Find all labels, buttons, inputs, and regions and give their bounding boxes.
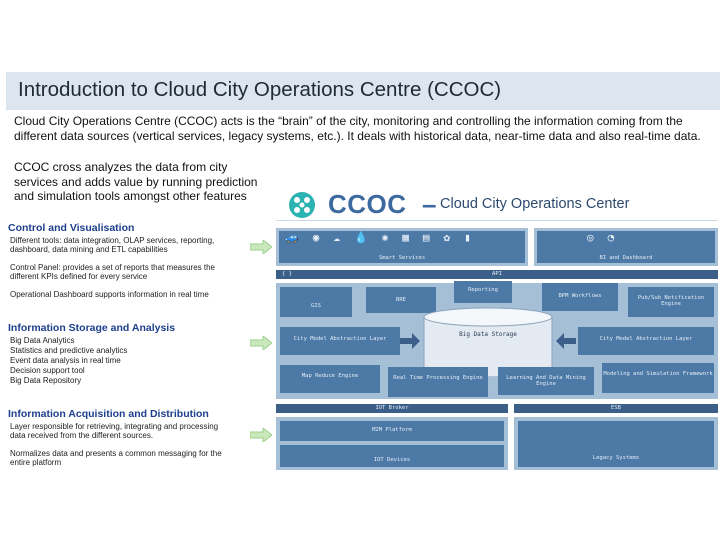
title-bar xyxy=(6,68,720,110)
section-item: Layer responsible for retrieving, integrating and processing data received from the different sources. xyxy=(10,422,219,440)
big-data-label: Big Data Storage xyxy=(459,331,517,338)
pubsub-box: Pub/Sub Notification Engine xyxy=(628,287,714,317)
grid-icon: ▦ xyxy=(402,231,409,244)
cma-right-box: City Model Abstraction Layer xyxy=(578,327,714,355)
bulb-icon: ✺ xyxy=(381,231,389,244)
diagram-header xyxy=(276,188,718,221)
m2m-box: M2M Platform xyxy=(280,421,504,441)
right-arrow-icon xyxy=(250,240,272,254)
legacy-panel xyxy=(514,417,718,470)
api-bar xyxy=(276,270,718,279)
iot-devices-box: IOT Devices xyxy=(280,445,504,467)
service-icons xyxy=(285,231,471,244)
section-item: Statistics and predictive analytics xyxy=(10,346,128,355)
section-item: Big Data Repository xyxy=(10,376,82,385)
slide-title: Introduction to Cloud City Operations Centre (CCOC) xyxy=(18,78,502,101)
braces-icon: { } xyxy=(282,271,292,277)
right-arrow-icon xyxy=(250,428,272,442)
bi-label: BI and Dashboard xyxy=(599,255,653,261)
plant-icon: ✿ xyxy=(443,231,451,244)
intro-paragraph-2: CCOC cross analyzes the data from city services and adds value by running prediction and simulation tools amongst other features xyxy=(14,160,258,203)
section-heading-control: Control and Visualisation xyxy=(8,222,135,234)
section-heading-acquisition: Information Acquisition and Distribution xyxy=(8,408,209,420)
bi-box xyxy=(537,231,715,263)
police-icon: ◉ xyxy=(312,231,320,244)
brand-subtitle: Cloud City Operations Center xyxy=(440,196,630,212)
section-item: Decision support tool xyxy=(10,366,85,375)
api-label: API xyxy=(492,271,502,277)
map-reduce-box: Map Reduce Engine xyxy=(280,365,380,393)
section-heading-storage: Information Storage and Analysis xyxy=(8,322,176,334)
esb-bar: ESB xyxy=(514,404,718,413)
section-item: Event data analysis in real time xyxy=(10,356,121,365)
car-icon: 🚙 xyxy=(285,231,299,244)
learning-box: Learning And Data Mining Engine xyxy=(498,367,594,395)
bi-panel xyxy=(534,228,718,266)
smart-services-panel xyxy=(276,228,528,266)
ccoc-logo-icon xyxy=(288,191,316,219)
arrow-left-icon xyxy=(556,333,576,349)
smart-services-box xyxy=(279,231,525,263)
bpm-box: BPM Workflows xyxy=(542,283,618,311)
cloud-icon: ☁ xyxy=(333,231,340,244)
right-arrow-icon xyxy=(250,336,272,350)
legacy-box: Legacy Systems xyxy=(518,421,714,467)
rt-engine-box: Real Time Processing Engine xyxy=(388,367,488,397)
section-item: Control Panel: provides a set of reports that measures the different KPIs defined for every service xyxy=(10,263,215,281)
gis-box: GIS xyxy=(280,287,352,317)
section-item: Normalizes data and presents a common messaging for the entire platform xyxy=(10,449,222,467)
middle-panel xyxy=(276,283,718,399)
intro-paragraph-1: Cloud City Operations Centre (CCOC) acts is the “brain” of the city, monitoring and controlling the information coming from the different data sources (vertical services, legacy systems, etc.). It deals with historical data, near-time data and also real-time data. xyxy=(14,114,701,143)
section-item: Different tools: data integration, OLAP services, reporting, dashboard, data mining and ETL capabilities xyxy=(10,236,215,254)
ccoc-architecture-diagram xyxy=(276,188,718,470)
cma-left-box: City Model Abstraction Layer xyxy=(280,327,400,355)
water-icon: 💧 xyxy=(353,231,368,244)
acquisition-panel xyxy=(276,417,508,470)
brain-icon: ◎ xyxy=(587,231,594,244)
reporting-box: Reporting xyxy=(454,281,512,303)
ccoc-brand: CCOC xyxy=(328,189,407,219)
chart-icon: ▤ xyxy=(422,231,430,244)
section-item: Big Data Analytics xyxy=(10,336,75,345)
iot-broker-bar: IOT Broker xyxy=(276,404,508,413)
traffic-light-icon: ▮ xyxy=(464,231,471,244)
modeling-box: Modeling and Simulation Framework xyxy=(602,363,714,393)
bre-box: BRE xyxy=(366,287,436,313)
section-item: Operational Dashboard supports information in real time xyxy=(10,290,209,299)
arrow-right-icon xyxy=(400,333,420,349)
smart-services-label: Smart Services xyxy=(378,255,426,261)
brand-dash: – xyxy=(422,189,437,219)
gauge-icon: ◔ xyxy=(607,231,615,244)
